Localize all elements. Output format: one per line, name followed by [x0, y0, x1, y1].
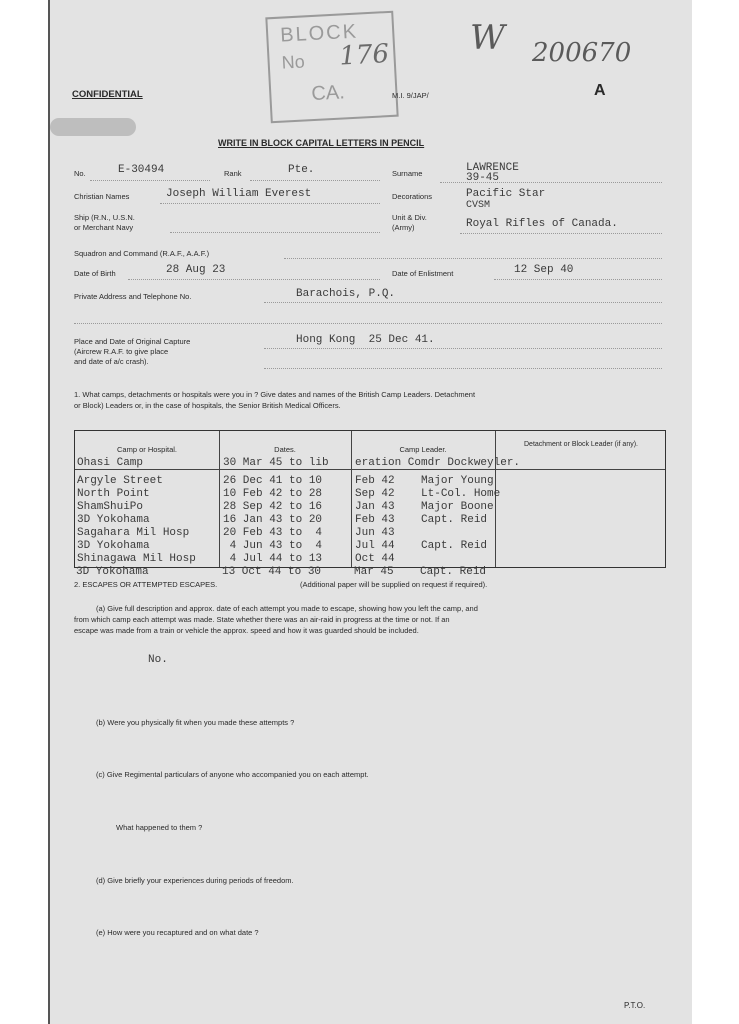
table-row-camp: Sagahara Mil Hosp — [77, 527, 190, 539]
instruction-heading: WRITE IN BLOCK CAPITAL LETTERS IN PENCIL — [218, 138, 425, 148]
service-number-label: No. — [74, 169, 86, 178]
col-header-camp: Camp or Hospital. — [116, 445, 178, 454]
table-row-dates: 13 Oct 44 to 30 — [222, 566, 328, 578]
decorations-value-2: Pacific Star — [466, 188, 546, 200]
table-row-leader: Jan 43 Major Boone — [355, 501, 494, 513]
camp-table — [74, 430, 666, 568]
confidential-label: CONFIDENTIAL — [72, 89, 143, 100]
table-row-dates: 28 Sep 42 to 16 — [223, 501, 329, 513]
table-row-leader: Jul 44 Capt. Reid — [355, 540, 488, 552]
question-2a-line-1: (a) Give full description and approx. date of each attempt you made to escape, showing how you left the camp, and — [96, 604, 478, 613]
enlistment-label: Date of Enlistment — [392, 269, 454, 278]
table-row-camp: 3D Yokohama — [77, 514, 150, 526]
table-row-dates: 10 Feb 42 to 28 — [223, 488, 329, 500]
pto-label: P.T.O. — [624, 1001, 646, 1010]
question-1-line-1: 1. What camps, detachments or hospitals were you in ? Give dates and names of the British Camp Leaders. Detachment — [74, 390, 476, 399]
surname-label: Surname — [392, 169, 423, 178]
ship-label-1: Ship (R.N., U.S.N. — [74, 213, 135, 222]
stamp-number: 176 — [338, 39, 390, 72]
col-header-detachment: Detachment or Block Leader (if any). — [524, 441, 638, 448]
table-row-camp: ShamShuiPo — [77, 501, 144, 513]
dob-value: 28 Aug 23 — [166, 264, 226, 276]
capture-label-1: Place and Date of Original Capture — [74, 337, 191, 346]
table-row-camp: Ohasi Camp — [77, 457, 144, 469]
ship-label-2: or Merchant Navy — [74, 223, 134, 232]
col-header-leader: Camp Leader. — [399, 445, 447, 454]
dob-label: Date of Birth — [74, 269, 116, 278]
table-row-dates: 4 Jul 44 to 13 — [223, 553, 329, 565]
question-2c-followup: What happened to them ? — [116, 823, 203, 832]
decorations-value-1: 39-45 — [466, 172, 500, 184]
christian-names-value: Joseph William Everest — [166, 188, 312, 200]
table-row-leader: Jun 43 — [355, 527, 395, 539]
table-row-camp: 3D Yokohama — [77, 540, 150, 552]
question-2b: (b) Were you physically fit when you made these attempts ? — [96, 718, 295, 727]
stamp-no-text: No — [281, 51, 306, 73]
table-row-leader: Sep 42 Lt-Col. Home — [355, 488, 501, 500]
question-1-line-2: or Block) Leaders or, in the case of hospitals, the Senior British Medical Officers. — [74, 401, 341, 410]
question-2e: (e) How were you recaptured and on what date ? — [96, 928, 259, 937]
paper-smudge — [50, 118, 136, 136]
table-row-camp: Argyle Street — [77, 475, 163, 487]
table-row-dates: 26 Dec 41 to 10 — [223, 475, 329, 487]
rank-value: Pte. — [288, 164, 315, 176]
question-2a-line-3: escape was made from a train or vehicle the approx. speed and how it was guarded should be included. — [74, 626, 419, 635]
decorations-label: Decorations — [392, 192, 433, 201]
unit-label-2: (Army) — [392, 223, 415, 232]
question-2a-line-2: from which camp each attempt was made. State whether there was an air-raid in progress at the time or not. If an — [74, 615, 450, 624]
stamp-ca-text: CA. — [310, 81, 346, 106]
table-row-dates: 4 Jun 43 to 4 — [223, 540, 329, 552]
table-row-leader: Feb 42 Major Young — [355, 475, 494, 487]
table-row-leader: Mar 45 Capt. Reid — [354, 566, 487, 578]
capture-value: Hong Kong 25 Dec 41. — [296, 334, 435, 346]
question-2d: (d) Give briefly your experiences during periods of freedom. — [96, 876, 294, 885]
capture-label-3: and date of a/c crash). — [74, 357, 149, 366]
unit-label-1: Unit & Div. — [392, 213, 427, 222]
table-row-camp: 3D Yokohama — [76, 566, 149, 578]
squadron-label: Squadron and Command (R.A.F., A.A.F.) — [74, 249, 210, 258]
table-row-leader: eration Comdr Dockweyler. — [355, 457, 521, 469]
christian-names-label: Christian Names — [74, 192, 130, 201]
table-row-leader: Feb 43 Capt. Reid — [355, 514, 488, 526]
table-row-dates: 20 Feb 43 to 4 — [223, 527, 329, 539]
escape-answer: No. — [148, 654, 168, 666]
capture-label-2: (Aircrew R.A.F. to give place — [74, 347, 169, 356]
table-row-camp: North Point — [77, 488, 150, 500]
enlistment-value: 12 Sep 40 — [514, 264, 574, 276]
stamp-block-text: BLOCK — [279, 20, 359, 47]
unit-value: Royal Rifles of Canada. — [466, 218, 618, 230]
table-row-camp: Shinagawa Mil Hosp — [77, 553, 196, 565]
form-letter: A — [594, 82, 606, 99]
block-stamp — [265, 11, 398, 124]
question-2-note: (Additional paper will be supplied on request if required). — [300, 580, 488, 589]
table-row-leader: Oct 44 — [355, 553, 395, 565]
handwritten-initials: W — [470, 18, 505, 58]
table-row-dates: 30 Mar 45 to lib — [223, 457, 329, 469]
service-number-value: E-30494 — [118, 164, 165, 176]
col-header-dates: Dates. — [274, 445, 296, 454]
address-label: Private Address and Telephone No. — [74, 292, 192, 301]
decorations-value-3: CVSM — [466, 200, 491, 211]
table-row-dates: 16 Jan 43 to 20 — [223, 514, 329, 526]
rank-label: Rank — [224, 169, 242, 178]
address-value: Barachois, P.Q. — [296, 288, 396, 300]
form-reference: M.I. 9/JAP/ — [392, 91, 429, 100]
handwritten-ref-number: 200670 — [532, 38, 632, 68]
surname-value: LAWRENCE — [466, 162, 519, 174]
question-2-title: 2. ESCAPES OR ATTEMPTED ESCAPES. — [74, 580, 218, 589]
question-2c: (c) Give Regimental particulars of anyone who accompanied you on each attempt. — [96, 770, 369, 779]
